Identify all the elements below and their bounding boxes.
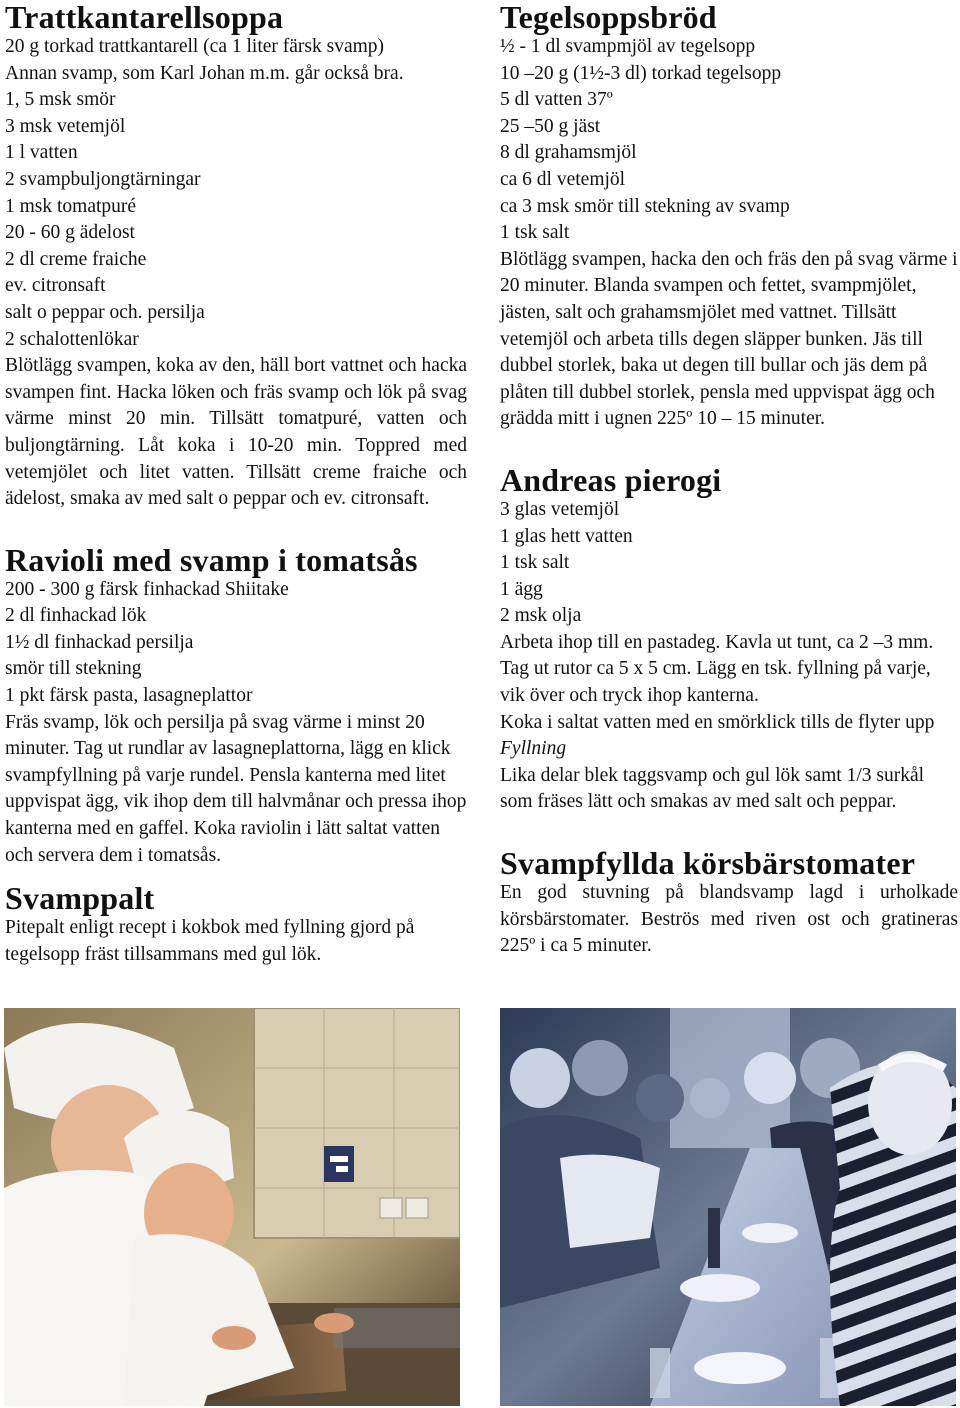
ingredient: 1 tsk salt (500, 552, 570, 574)
ingredient: ca 6 dl vetemjöl (500, 168, 626, 190)
filling-instructions: Lika delar blek taggsvamp och gul lök samt 1/3 surkål som fräses lätt och smakas av med salt och peppar. (500, 764, 925, 813)
ingredient: 1 glas hett vatten (500, 525, 633, 547)
chefs-cooking-photo (4, 1008, 460, 1406)
recipe-instructions-cooking: Koka i saltat vatten med en smörklick tills de flyter upp (500, 711, 935, 733)
ingredient: 1 msk tomatpuré (5, 195, 137, 217)
ingredient: 2 dl creme fraiche (5, 248, 147, 270)
ingredient-list (500, 497, 958, 630)
ingredient: 1 l vatten (5, 142, 78, 164)
right-column (500, 0, 958, 960)
recipe-trattkantarellsoppa (5, 0, 467, 513)
recipe-instructions: Pitepalt enligt recept i kokbok med fyllning gjord på tegelsopp fräst tillsammans med gul lök. (5, 917, 415, 965)
recipe-instructions: Blötlägg svampen, koka av den, häll bort vattnet och hacka svampen fint. Hacka löken och fräs svamp och lök på svag värme minst 20 min. Tillsätt tomatpuré, vatten och buljongtärning. Låt koka i 10-20 min. Toppred med vetemjölet och litet vatten. Tillsätt creme fraiche och ädelost, smaka av med salt o peppar och ev. citronsaft. (5, 355, 467, 510)
recipe-instructions: Arbeta ihop till en pastadeg. Kavla ut tunt, ca 2 –3 mm. Tag ut rutor ca 5 x 5 cm. Lägg en tsk. fyllning på varje, vik över och tryck ihop kanterna. (500, 631, 934, 707)
ingredient-list (5, 577, 467, 710)
recipe-korsbarstomater (500, 846, 958, 960)
ingredient: 3 glas vetemjöl (500, 498, 620, 520)
dining-table-photo (500, 1008, 956, 1406)
recipe-title: Andreas pierogi (500, 461, 722, 498)
recipe-title: Svampfyllda körsbärstomater (500, 845, 916, 882)
recipe-title: Tegelsoppsbröd (500, 0, 717, 35)
ingredient: salt o peppar och. persilja (5, 301, 205, 323)
ingredient: 2 dl finhackad lök (5, 605, 147, 627)
ingredient: 8 dl grahamsmjöl (500, 142, 637, 164)
ingredient-list (5, 34, 467, 353)
ingredient: 25 –50 g jäst (500, 115, 601, 137)
ingredient: 10 –20 g (1½-3 dl) torkad tegelsopp (500, 62, 782, 84)
ingredient: ca 3 msk smör till stekning av svamp (500, 195, 790, 217)
ingredient: 2 msk olja (500, 605, 582, 627)
ingredient: 2 svampbuljongtärningar (5, 168, 201, 190)
recipe-title: Trattkantarellsoppa (5, 0, 284, 35)
recipe-svamppalt (5, 881, 467, 968)
ingredient: 3 msk vetemjöl (5, 115, 126, 137)
recipe-title: Ravioli med svamp i tomatsås (5, 541, 418, 578)
ingredient-list (500, 34, 958, 247)
ingredient: Annan svamp, som Karl Johan m.m. går också bra. (5, 62, 404, 84)
ingredient: 1½ dl finhackad persilja (5, 631, 194, 653)
ingredient: 1 pkt färsk pasta, lasagneplattor (5, 685, 253, 707)
ingredient: smör till stekning (5, 658, 142, 680)
recipe-instructions: Blötlägg svampen, hacka den och fräs den på svag värme i 20 minuter. Blanda svampen och fettet, svampmjölet, jästen, salt och grahamsmjölet med vattnet. Tillsätt vetemjöl och arbeta tills degen släpper bunken. Jäs till dubbel storlek, baka ut degen till bullar och jäs dem på plåten till dubbel storlek, pensla med uppvispat ägg och grädda mitt i ugnen 225º 10 – 15 minuter. (500, 248, 958, 430)
recipe-tegelsoppsbrod (500, 0, 958, 433)
recipe-ravioli (5, 543, 467, 870)
filling-heading: Fyllning (500, 738, 567, 760)
recipe-pierogi (500, 463, 958, 816)
ingredient: 1, 5 msk smör (5, 89, 116, 111)
recipe-instructions: Fräs svamp, lök och persilja på svag värme i minst 20 minuter. Tag ut rundlar av lasagneplattorna, lägg en klick svampfyllning på varje rundel. Pensla kanterna med litet uppvispat ägg, vik ihop dem till halvmånar och pressa ihop kanterna med en gaffel. Koka raviolin i lätt saltat vatten och servera dem i tomatsås. (5, 711, 467, 866)
ingredient: 1 tsk salt (500, 222, 570, 244)
recipe-instructions: En god stuvning på blandsvamp lagd i urholkade körsbärstomater. Beströs med riven ost och gratineras 225º i ca 5 minuter. (500, 882, 958, 957)
ingredient: 1 ägg (500, 578, 543, 600)
recipe-title: Svamppalt (5, 880, 155, 917)
ingredient: 200 - 300 g färsk finhackad Shiitake (5, 578, 289, 600)
ingredient: 20 - 60 g ädelost (5, 222, 135, 244)
left-column (5, 0, 467, 968)
ingredient: 2 schalottenlökar (5, 328, 139, 350)
ingredient: ½ - 1 dl svampmjöl av tegelsopp (500, 36, 756, 57)
ingredient: 5 dl vatten 37º (500, 89, 613, 111)
ingredient: 20 g torkad trattkantarell (ca 1 liter färsk svamp) (5, 36, 385, 57)
ingredient: ev. citronsaft (5, 275, 106, 297)
